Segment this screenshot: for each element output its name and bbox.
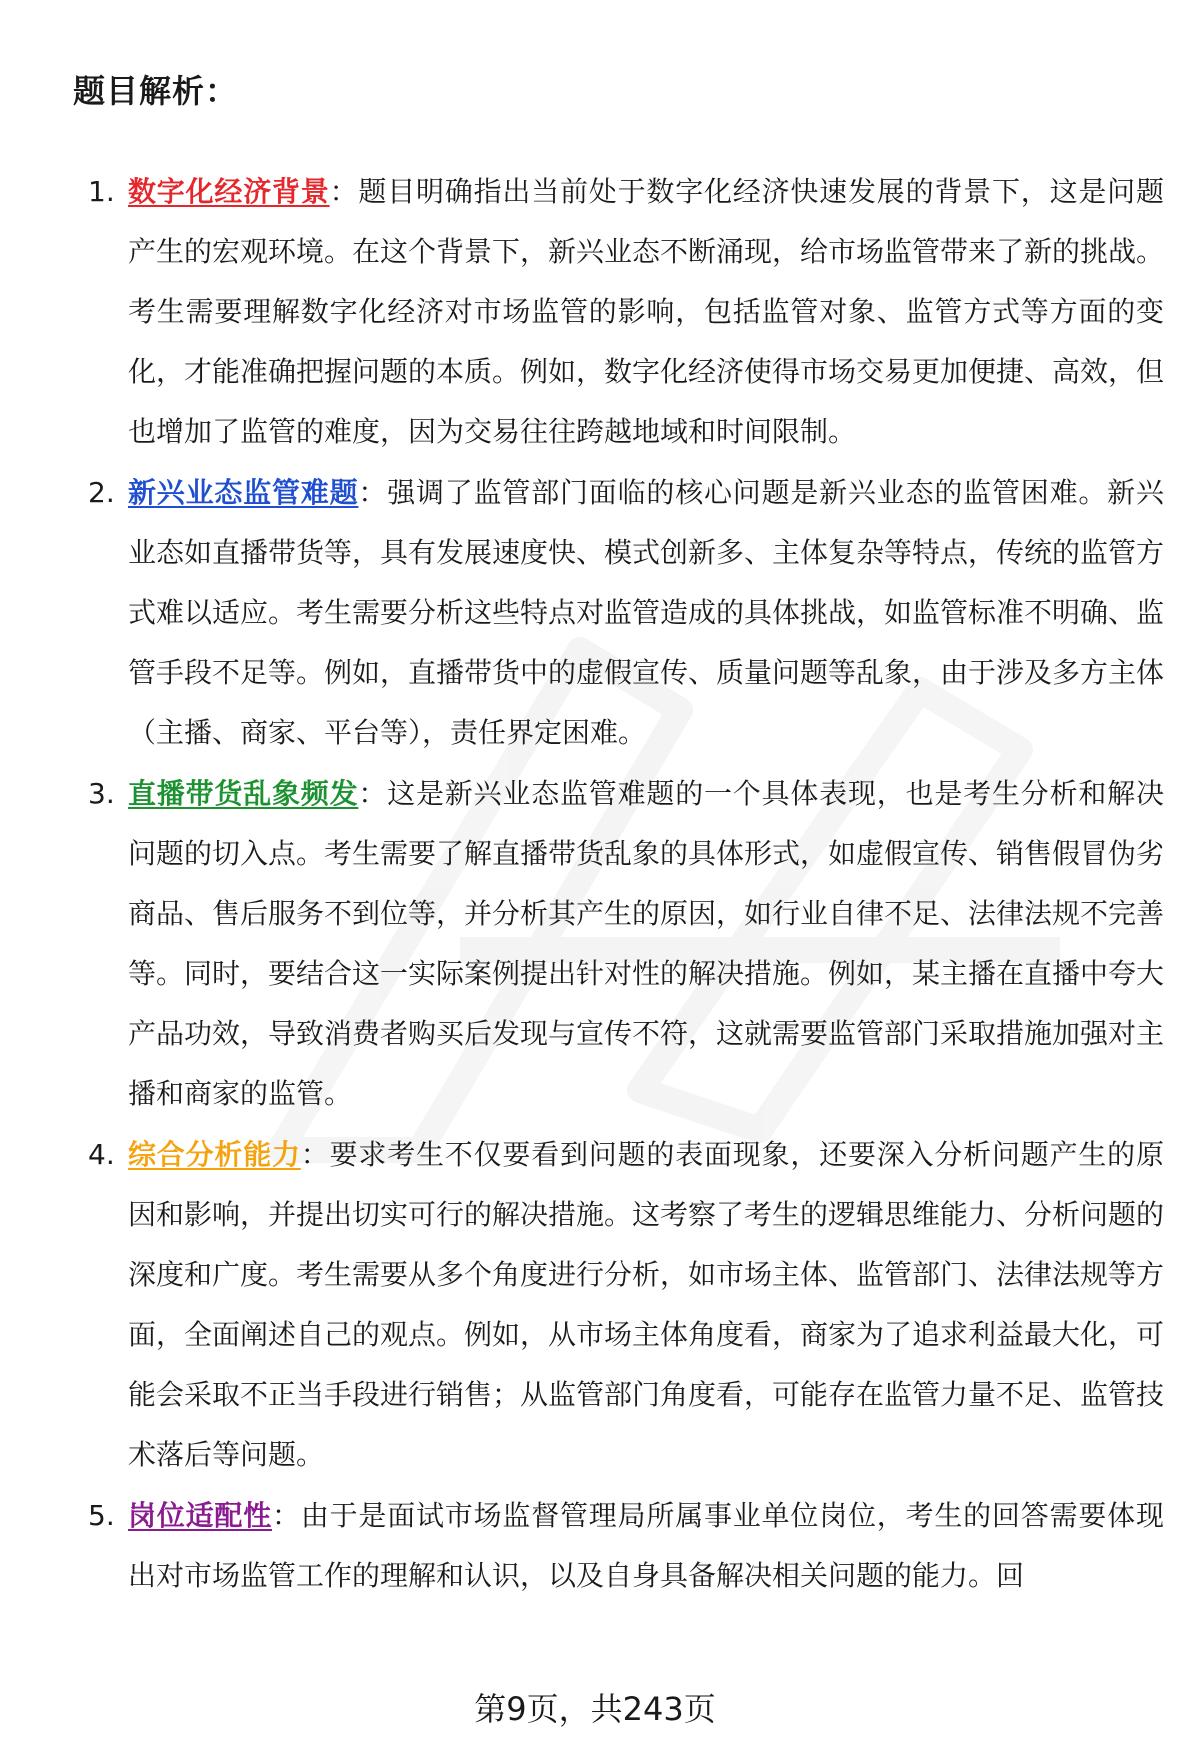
item-colon: ：: [300, 1138, 330, 1171]
keyword-digital-economy: 数字化经济背景: [128, 175, 330, 208]
item-body: 题目明确指出当前处于数字化经济快速发展的背景下，这是问题产生的宏观环境。在这个背景下，新兴业态不断涌现，给市场监管带来了新的挑战。考生需要理解数字化经济对市场监管的影响，包括监管对象、监管方式等方面的变化，才能准确把握问题的本质。例如，数字化经济使得市场交易更加便捷、高效，但也增加了监管的难度，因为交易往往跨越地域和时间限制。: [128, 175, 1165, 448]
item-colon: ：: [272, 1499, 301, 1532]
item-number: 3.: [88, 777, 115, 810]
item-colon: ：: [358, 476, 388, 509]
item-body: 由于是面试市场监督管理局所属事业单位岗位，考生的回答需要体现出对市场监管工作的理解和认识，以及自身具备解决相关问题的能力。回: [128, 1499, 1164, 1592]
item-text: [128, 1125, 1164, 1485]
item-text: [128, 764, 1164, 1124]
keyword-analysis-ability: 综合分析能力: [128, 1138, 301, 1171]
item-colon: ：: [358, 777, 388, 810]
list-item: [0, 1486, 1190, 1606]
item-body: 这是新兴业态监管难题的一个具体表现，也是考生分析和解决问题的切入点。考生需要了解直播带货乱象的具体形式，如虚假宣传、销售假冒伪劣商品、售后服务不到位等，并分析其产生的原因，如行业自律不足、法律法规不完善等。同时，要结合这一实际案例提出针对性的解决措施。例如，某主播在直播中夸大产品功效，导致消费者购买后发现与宣传不符，这就需要监管部门采取措施加强对主播和商家的监管。: [128, 777, 1165, 1110]
item-number: 2.: [88, 476, 115, 509]
keyword-livestream-chaos: 直播带货乱象频发: [128, 777, 359, 810]
section-title: 题目解析：: [73, 72, 239, 110]
item-text: [128, 463, 1164, 763]
item-text: [128, 1486, 1164, 1606]
item-number: 1.: [88, 175, 115, 208]
item-number: 4.: [88, 1138, 115, 1171]
list-item: [0, 1125, 1190, 1485]
item-text: [128, 162, 1164, 462]
item-colon: ：: [329, 175, 359, 208]
analysis-list: [0, 162, 1190, 1607]
item-body: 强调了监管部门面临的核心问题是新兴业态的监管困难。新兴业态如直播带货等，具有发展速度快、模式创新多、主体复杂等特点，传统的监管方式难以适应。考生需要分析这些特点对监管造成的具体挑战，如监管标准不明确、监管手段不足等。例如，直播带货中的虚假宣传、质量问题等乱象，由于涉及多方主体（主播、商家、平台等），责任界定困难。: [128, 476, 1165, 749]
list-item: [0, 162, 1190, 462]
list-item: [0, 463, 1190, 763]
list-item: [0, 764, 1190, 1124]
keyword-position-fit: 岗位适配性: [128, 1499, 272, 1532]
item-number: 5.: [88, 1499, 115, 1532]
item-body: 要求考生不仅要看到问题的表面现象，还要深入分析问题产生的原因和影响，并提出切实可行的解决措施。这考察了考生的逻辑思维能力、分析问题的深度和广度。考生需要从多个角度进行分析，如市场主体、监管部门、法律法规等方面，全面阐述自己的观点。例如，从市场主体角度看，商家为了追求利益最大化，可能会采取不正当手段进行销售；从监管部门角度看，可能存在监管力量不足、监管技术落后等问题。: [128, 1138, 1165, 1471]
keyword-new-business-regulation: 新兴业态监管难题: [128, 476, 359, 509]
page-number: 第9页，共243页: [474, 1690, 716, 1728]
